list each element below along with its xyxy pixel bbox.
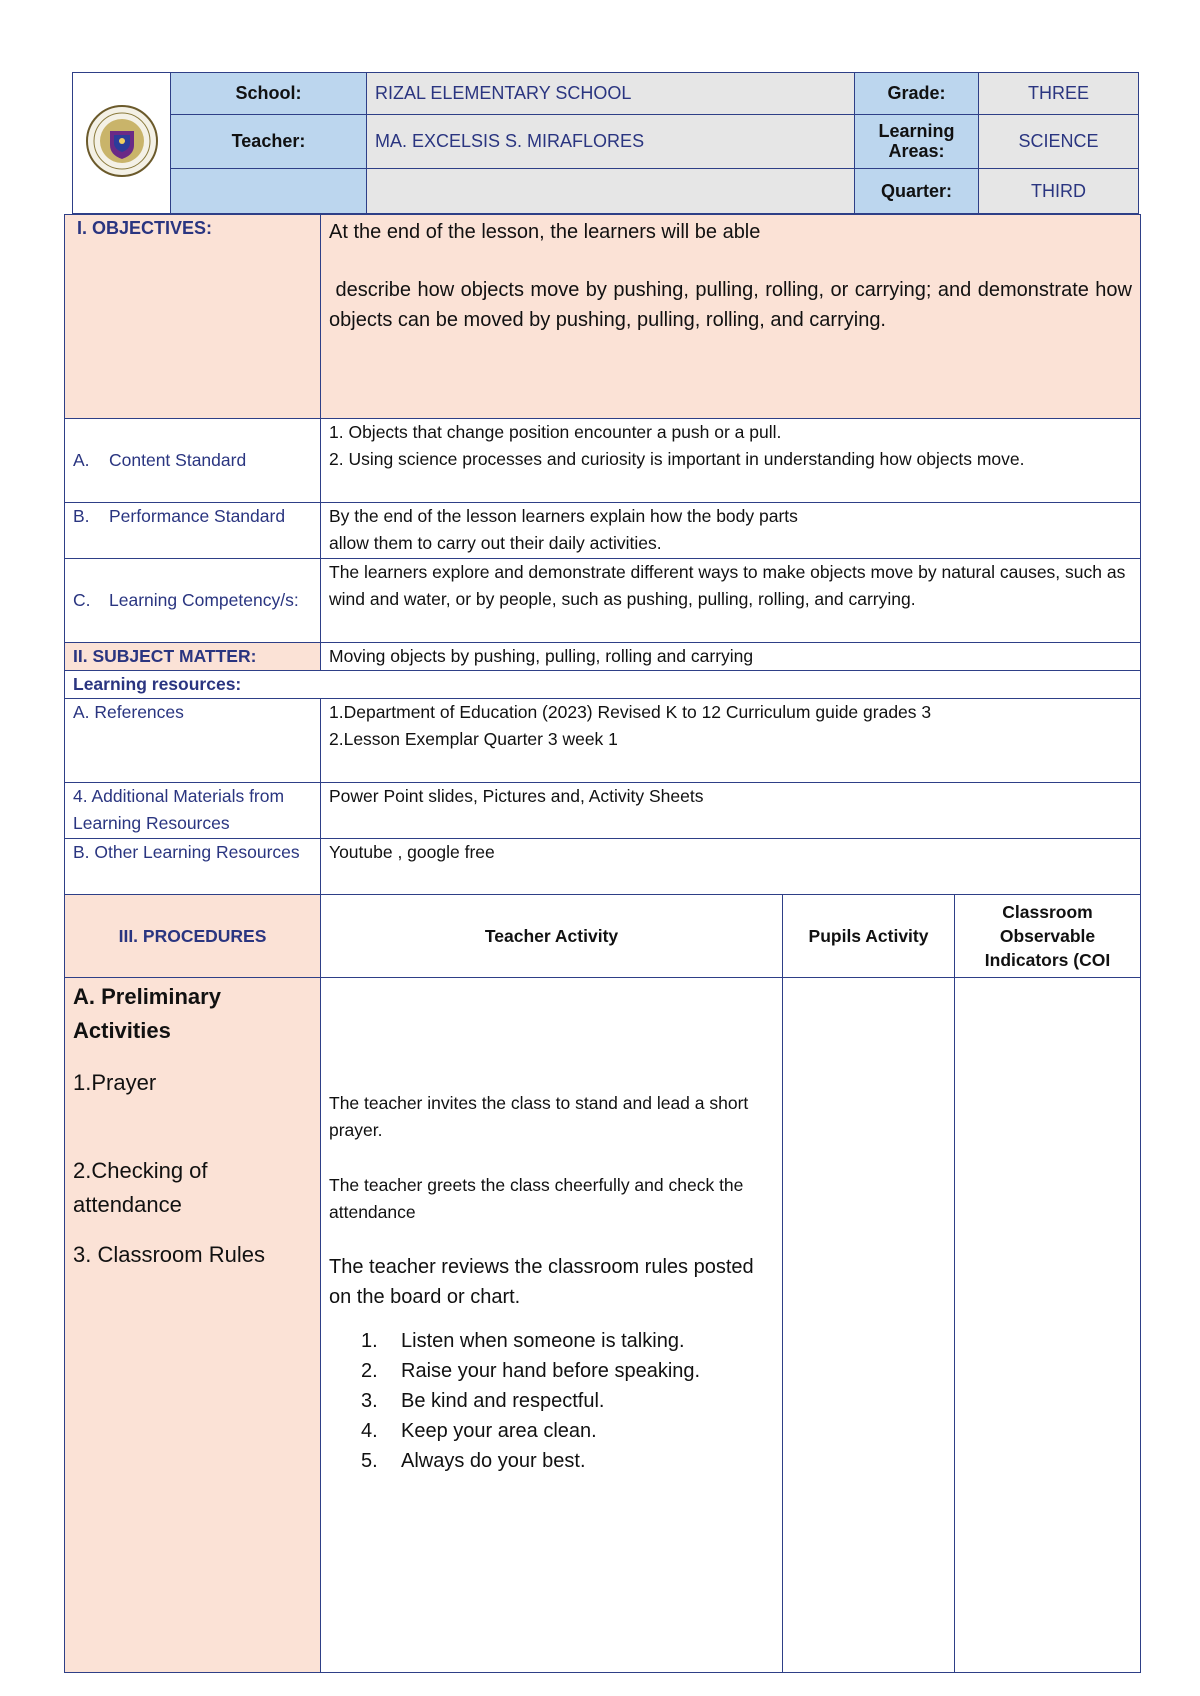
performance-standard-value bbox=[321, 503, 1141, 559]
objectives-content bbox=[321, 215, 1141, 419]
empty-value-cell bbox=[367, 169, 855, 214]
content-standard-row bbox=[65, 419, 1141, 503]
learning-areas-value: SCIENCE bbox=[979, 114, 1139, 169]
prayer-text: The teacher invites the class to stand and lead a short prayer. bbox=[329, 1093, 749, 1140]
teacher-value: MA. EXCELSIS S. MIRAFLORES bbox=[367, 114, 855, 169]
references-value bbox=[321, 699, 1141, 783]
performance-standard-line1: By the end of the lesson learners explain how the body parts bbox=[329, 506, 798, 526]
references-line1: 1.Department of Education (2023) Revised K to 12 Curriculum guide grades 3 bbox=[329, 702, 932, 722]
teacher-label: Teacher: bbox=[171, 114, 367, 169]
subject-matter-value: Moving objects by pushing, pulling, rolling and carrying bbox=[321, 643, 1141, 671]
attendance-label: 2.Checking of attendance bbox=[73, 1158, 208, 1217]
procedures-header-row bbox=[65, 895, 1141, 978]
other-resources-row bbox=[65, 839, 1141, 895]
additional-materials-value: Power Point slides, Pictures and, Activity Sheets bbox=[321, 783, 1141, 839]
performance-standard-letter: B. bbox=[73, 506, 90, 526]
learning-areas-label: Learning Areas: bbox=[855, 114, 979, 169]
other-resources-label: B. Other Learning Resources bbox=[65, 839, 321, 895]
preliminary-row bbox=[65, 978, 1141, 1673]
preliminary-title: A. Preliminary Activities bbox=[73, 984, 221, 1043]
content-standard-letter: A. bbox=[73, 450, 90, 470]
performance-standard-label-cell bbox=[65, 503, 321, 559]
competency-row bbox=[65, 559, 1141, 643]
seal-icon bbox=[84, 103, 160, 179]
grade-value: THREE bbox=[979, 73, 1139, 115]
learning-resources-label: Learning resources: bbox=[65, 671, 1141, 699]
objectives-intro: At the end of the lesson, the learners will be able bbox=[329, 221, 761, 243]
performance-standard-line2: allow them to carry out their daily activities. bbox=[329, 533, 662, 553]
school-label: School: bbox=[171, 73, 367, 115]
lesson-plan-table bbox=[64, 214, 1141, 1673]
content-standard-line2: 2. Using science processes and curiosity is important in understanding how objects move. bbox=[329, 449, 1025, 469]
preliminary-label-cell bbox=[65, 978, 321, 1673]
deped-seal-logo bbox=[73, 73, 171, 214]
content-standard-label-cell bbox=[65, 419, 321, 503]
coi-header: Classroom Observable Indicators (COI bbox=[955, 895, 1141, 978]
references-line2: 2.Lesson Exemplar Quarter 3 week 1 bbox=[329, 729, 618, 749]
rule-item: 5. Always do your best. bbox=[361, 1450, 586, 1472]
additional-materials-row bbox=[65, 783, 1141, 839]
rules-text: The teacher reviews the classroom rules posted on the board or chart. bbox=[329, 1256, 754, 1308]
content-standard-value bbox=[321, 419, 1141, 503]
competency-letter: C. bbox=[73, 590, 91, 610]
rule-item: 1. Listen when someone is talking. bbox=[361, 1330, 685, 1352]
content-standard-label: Content Standard bbox=[109, 450, 247, 470]
additional-materials-label: 4. Additional Materials from Learning Resources bbox=[65, 783, 321, 839]
attendance-text: The teacher greets the class cheerfully and check the attendance bbox=[329, 1175, 744, 1222]
rules-list bbox=[361, 1326, 774, 1476]
procedures-label: III. PROCEDURES bbox=[65, 895, 321, 978]
pupils-activity-header: Pupils Activity bbox=[783, 895, 955, 978]
competency-label: Learning Competency/s: bbox=[109, 590, 299, 610]
references-row bbox=[65, 699, 1141, 783]
rule-item: 4. Keep your area clean. bbox=[361, 1420, 597, 1442]
teacher-activity-header: Teacher Activity bbox=[321, 895, 783, 978]
coi-cell bbox=[955, 978, 1141, 1673]
rules-label: 3. Classroom Rules bbox=[73, 1242, 265, 1267]
competency-value: The learners explore and demonstrate different ways to make objects move by natural causes, such as wind and water, or by people, such as pushing, pulling, rolling, and carrying. bbox=[321, 559, 1141, 643]
school-value: RIZAL ELEMENTARY SCHOOL bbox=[367, 73, 855, 115]
performance-standard-row bbox=[65, 503, 1141, 559]
teacher-activity-cell bbox=[321, 978, 783, 1673]
objectives-text: describe how objects move by pushing, pulling, rolling, or carrying; and demonstrate how objects can be moved by pushing, pulling, rolling, and carrying. bbox=[329, 279, 1138, 331]
learning-resources-row bbox=[65, 671, 1141, 699]
competency-label-cell bbox=[65, 559, 321, 643]
rule-item: 2. Raise your hand before speaking. bbox=[361, 1360, 701, 1382]
references-label: A. References bbox=[65, 699, 321, 783]
content-standard-line1: 1. Objects that change position encounter a push or a pull. bbox=[329, 422, 782, 442]
performance-standard-label: Performance Standard bbox=[109, 506, 286, 526]
other-resources-value: Youtube , google free bbox=[321, 839, 1141, 895]
quarter-value: THIRD bbox=[979, 169, 1139, 214]
prayer-label: 1.Prayer bbox=[73, 1070, 157, 1095]
empty-label-cell bbox=[171, 169, 367, 214]
rule-item: 3. Be kind and respectful. bbox=[361, 1390, 605, 1412]
objectives-label: I. OBJECTIVES: bbox=[65, 215, 321, 419]
pupils-activity-cell bbox=[783, 978, 955, 1673]
quarter-label: Quarter: bbox=[855, 169, 979, 214]
subject-matter-label: II. SUBJECT MATTER: bbox=[65, 643, 321, 671]
header-table bbox=[72, 72, 1139, 214]
objectives-row bbox=[65, 215, 1141, 419]
grade-label: Grade: bbox=[855, 73, 979, 115]
subject-matter-row bbox=[65, 643, 1141, 671]
